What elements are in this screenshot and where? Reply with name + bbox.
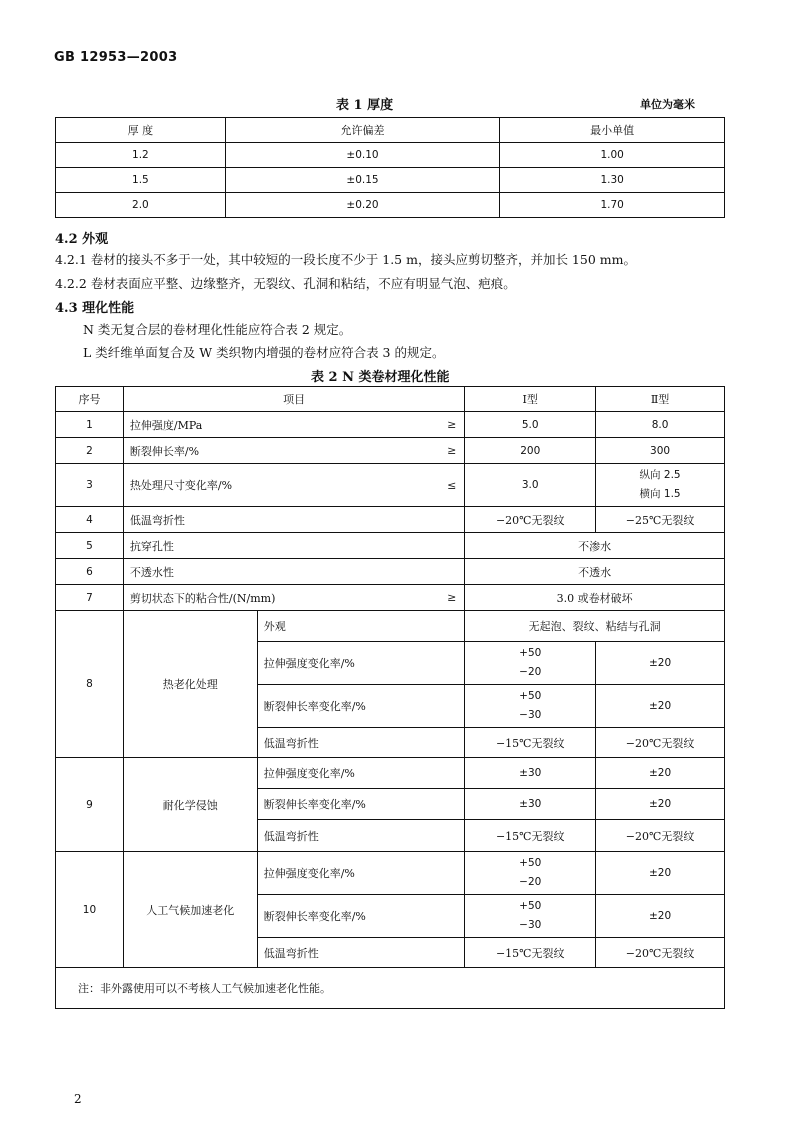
row-item: 剪切状态下的粘合性/(N/mm) [123,585,365,611]
table1-cell: 1.00 [500,143,725,168]
table1-header-min-value: 最小单值 [500,118,725,143]
table1-cell: 1.70 [500,193,725,218]
row-type1: −15℃无裂纹 [465,938,596,968]
section-4-2-title: 4.2 外观 [55,232,109,247]
table-row [56,559,725,585]
row-type1: −15℃无裂纹 [465,728,596,758]
table-row [56,412,725,438]
row-seq: 7 [56,585,124,611]
row-comparator: ≥ [365,585,465,611]
row-comparator: ≤ [365,464,465,507]
row-type2: ±20 [596,895,725,938]
table-row [56,533,725,559]
group-name: 热老化处理 [123,611,257,758]
table-row [56,168,725,193]
row-type2: ±20 [596,685,725,728]
sub-item: 拉伸强度变化率/% [257,642,465,685]
table1-cell: ±0.20 [225,193,500,218]
table-row [56,611,725,642]
row-type2: −25℃无裂纹 [596,507,725,533]
table1-cell: 1.30 [500,168,725,193]
value-upper: +50 [519,647,542,659]
row-type1: 5.0 [465,412,596,438]
row-seq: 6 [56,559,124,585]
table1-cell: ±0.15 [225,168,500,193]
table2-header-seq: 序号 [56,387,124,412]
table2 [55,386,725,1009]
row-item: 热处理尺寸变化率/% [123,464,365,507]
row-type1: −15℃无裂纹 [465,820,596,852]
row-type2: 8.0 [596,412,725,438]
table-row [56,852,725,895]
table1-caption: 表 1 厚度 [336,98,394,113]
sub-item: 断裂伸长率变化率/% [257,895,465,938]
table-row [56,507,725,533]
sub-item: 低温弯折性 [257,820,465,852]
value-transverse: 横向 1.5 [639,488,681,500]
sub-item: 低温弯折性 [257,938,465,968]
sub-item: 低温弯折性 [257,728,465,758]
row-type1: ±30 [465,758,596,789]
row-type2: ±20 [596,852,725,895]
row-type2: ±20 [596,758,725,789]
section-4-2-1: 4.2.1 卷材的接头不多于一处，其中较短的一段长度不少于 1.5 m，接头应剪切整齐，并加长 150 mm。 [55,252,636,267]
row-type2 [596,464,725,507]
row-type2: ±20 [596,642,725,685]
sub-item: 断裂伸长率变化率/% [257,789,465,820]
row-comparator: ≥ [365,412,465,438]
row-both-types: 不渗水 [465,533,725,559]
row-both-types: 不透水 [465,559,725,585]
table-row [56,193,725,218]
table1-cell: 1.2 [56,143,226,168]
value-upper: +50 [519,690,542,702]
table-row [56,758,725,789]
table1-unit: 单位为毫米 [640,98,695,111]
table1-cell: 1.5 [56,168,226,193]
row-type1: 200 [465,438,596,464]
row-item: 低温弯折性 [123,507,464,533]
table-row [56,438,725,464]
table2-header-type1: Ⅰ型 [465,387,596,412]
row-type1: 3.0 [465,464,596,507]
table-row [56,143,725,168]
section-4-2-2: 4.2.2 卷材表面应平整、边缘整齐，无裂纹、孔洞和粘结，不应有明显气泡、疤痕。 [55,276,516,291]
row-seq: 4 [56,507,124,533]
sub-item: 断裂伸长率变化率/% [257,685,465,728]
row-item: 不透水性 [123,559,464,585]
table2-header-type2: Ⅱ型 [596,387,725,412]
paragraph-n-type: N 类无复合层的卷材理化性能应符合表 2 规定。 [83,322,352,337]
paragraph-l-w-type: L 类纤维单面复合及 W 类织物内增强的卷材应符合表 3 的规定。 [83,345,445,360]
table2-header-item: 项目 [123,387,464,412]
row-type2: −20℃无裂纹 [596,938,725,968]
row-type2: −20℃无裂纹 [596,728,725,758]
table1-cell: 2.0 [56,193,226,218]
value-lower: −30 [519,709,542,721]
value-lower: −20 [519,666,542,678]
row-type1 [465,895,596,938]
row-seq: 1 [56,412,124,438]
row-item: 抗穿孔性 [123,533,464,559]
standard-code: GB 12953—2003 [54,50,178,65]
row-seq: 5 [56,533,124,559]
group-seq: 9 [56,758,124,852]
row-type2: 300 [596,438,725,464]
group-name: 人工气候加速老化 [123,852,257,968]
row-type1 [465,642,596,685]
table1-cell: ±0.10 [225,143,500,168]
row-seq: 3 [56,464,124,507]
sub-item: 拉伸强度变化率/% [257,852,465,895]
row-type1: ±30 [465,789,596,820]
row-type1: −20℃无裂纹 [465,507,596,533]
row-item: 拉伸强度/MPa [123,412,365,438]
table2-caption: 表 2 N 类卷材理化性能 [311,370,450,385]
table1-header-thickness: 厚 度 [56,118,226,143]
value-lower: −20 [519,876,542,888]
value-lower: −30 [519,919,542,931]
table1 [55,117,725,218]
row-type1 [465,685,596,728]
table1-header-tolerance: 允许偏差 [225,118,500,143]
value-longitudinal: 纵向 2.5 [639,469,681,481]
table-row [56,464,725,507]
table2-note: 注：非外露使用可以不考核人工气候加速老化性能。 [56,968,725,1009]
row-type2: ±20 [596,789,725,820]
group-name: 耐化学侵蚀 [123,758,257,852]
row-both-types: 无起泡、裂纹、粘结与孔洞 [465,611,725,642]
row-item: 断裂伸长率/% [123,438,365,464]
table-row [56,585,725,611]
value-upper: +50 [519,900,542,912]
row-comparator: ≥ [365,438,465,464]
row-seq: 2 [56,438,124,464]
value-upper: +50 [519,857,542,869]
group-seq: 10 [56,852,124,968]
group-seq: 8 [56,611,124,758]
row-type1 [465,852,596,895]
section-4-3-title: 4.3 理化性能 [55,301,135,316]
sub-item: 拉伸强度变化率/% [257,758,465,789]
sub-item: 外观 [257,611,465,642]
row-both-types: 3.0 或卷材破坏 [465,585,725,611]
page-number: 2 [74,1092,82,1106]
row-type2: −20℃无裂纹 [596,820,725,852]
